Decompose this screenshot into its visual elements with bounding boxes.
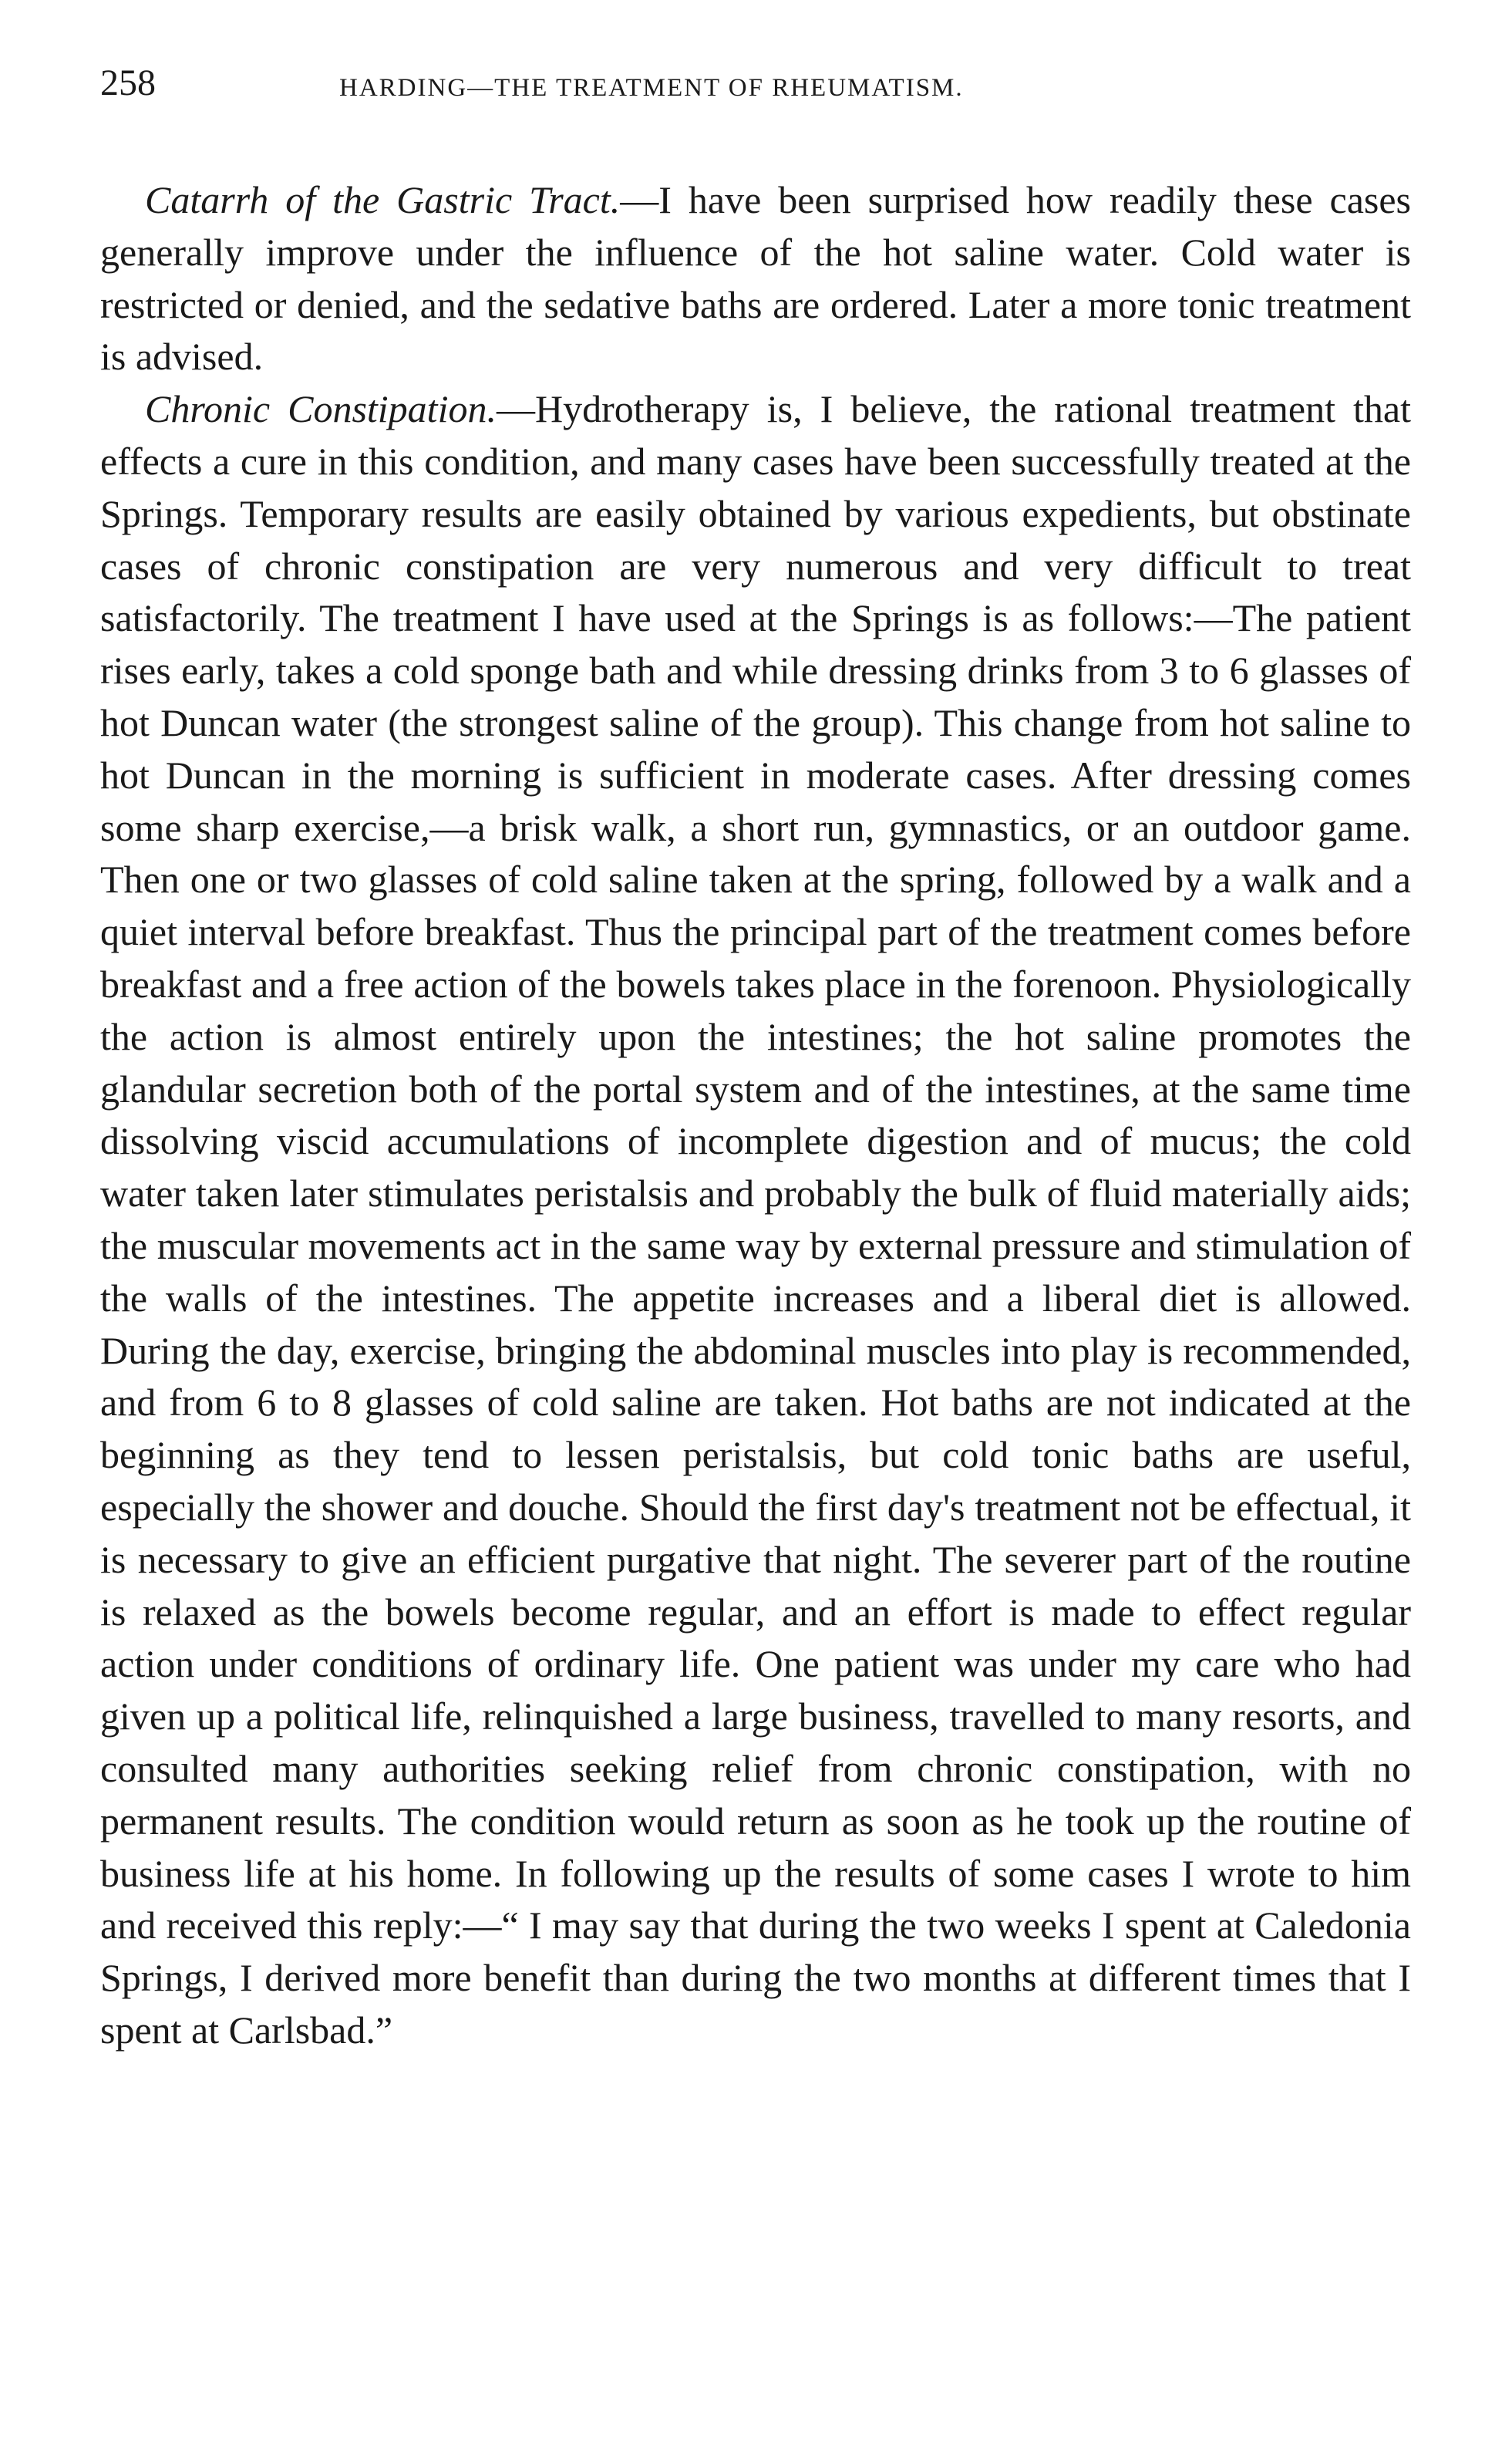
paragraph-gastric-catarrh <box>100 174 1411 383</box>
body-text <box>100 174 1411 2057</box>
document-page <box>100 62 1411 2057</box>
page-header <box>100 62 1411 123</box>
page-number: 258 <box>100 62 156 103</box>
paragraph-lead-gastric: Catarrh of the Gastric Tract. <box>145 178 621 221</box>
paragraph-text-gastric: —I have been surprised how readily these cases generally improve under the influence of the hot saline water. Cold water is restricted or denied, and the sedative baths are ordered. Later a more tonic treatment is advised. <box>100 178 1411 379</box>
paragraph-chronic-constipation <box>100 383 1411 2057</box>
paragraph-text-constipation: —Hydrotherapy is, I believe, the rational treatment that effects a cure in this condition, and many cases have been successfully treated at the Springs. Temporary results are easily obtained by various expedients, but obstinate cases of chronic constipation are very numerous and very difficult to treat satisfactorily. The treatment I have used at the Springs is as follows:—The patient rises early, takes a cold sponge bath and while dressing drinks from 3 to 6 glasses of hot Duncan water (the strongest saline of the group). This change from hot saline to hot Duncan in the morning is sufficient in moderate cases. After dressing comes some sharp exercise,—a brisk walk, a short run, gymnastics, or an outdoor game. Then one or two glasses of cold saline taken at the spring, followed by a walk and a quiet interval before breakfast. Thus the principal part of the treatment comes before breakfast and a free action of the bowels takes place in the forenoon. Physiologically the action is almost entirely upon the intestines; the hot saline promotes the glandular secretion both of the portal system and of the intestines, at the same time dissolving viscid accumulations of incomplete digestion and of mucus; the cold water taken later stimulates peristalsis and probably the bulk of fluid materially aids; the muscular movements act in the same way by external pressure and stimulation of the walls of the intestines. The appetite increases and a liberal diet is allowed. During the day, exercise, bringing the abdominal muscles into play is recommended, and from 6 to 8 glasses of cold saline are taken. Hot baths are not indicated at the beginning as they tend to lessen peristalsis, but cold tonic baths are useful, especially the shower and douche. Should the first day's treatment not be effectual, it is necessary to give an efficient purgative that night. The severer part of the routine is relaxed as the bowels become regular, and an effort is made to effect regular action under conditions of ordinary life. One patient was under my care who had given up a political life, relinquished a large business, travelled to many resorts, and consulted many authorities seeking relief from chronic constipation, with no permanent results. The condition would return as soon as he took up the routine of business life at his home. In following up the results of some cases I wrote to him and received this reply:—“ I may say that during the two weeks I spent at Caledonia Springs, I derived more benefit than during the two months at different times that I spent at Carlsbad.” <box>100 387 1411 2052</box>
paragraph-lead-constipation: Chronic Constipation. <box>145 387 497 431</box>
running-head: HARDING—THE TREATMENT OF RHEUMATISM. <box>339 74 964 102</box>
